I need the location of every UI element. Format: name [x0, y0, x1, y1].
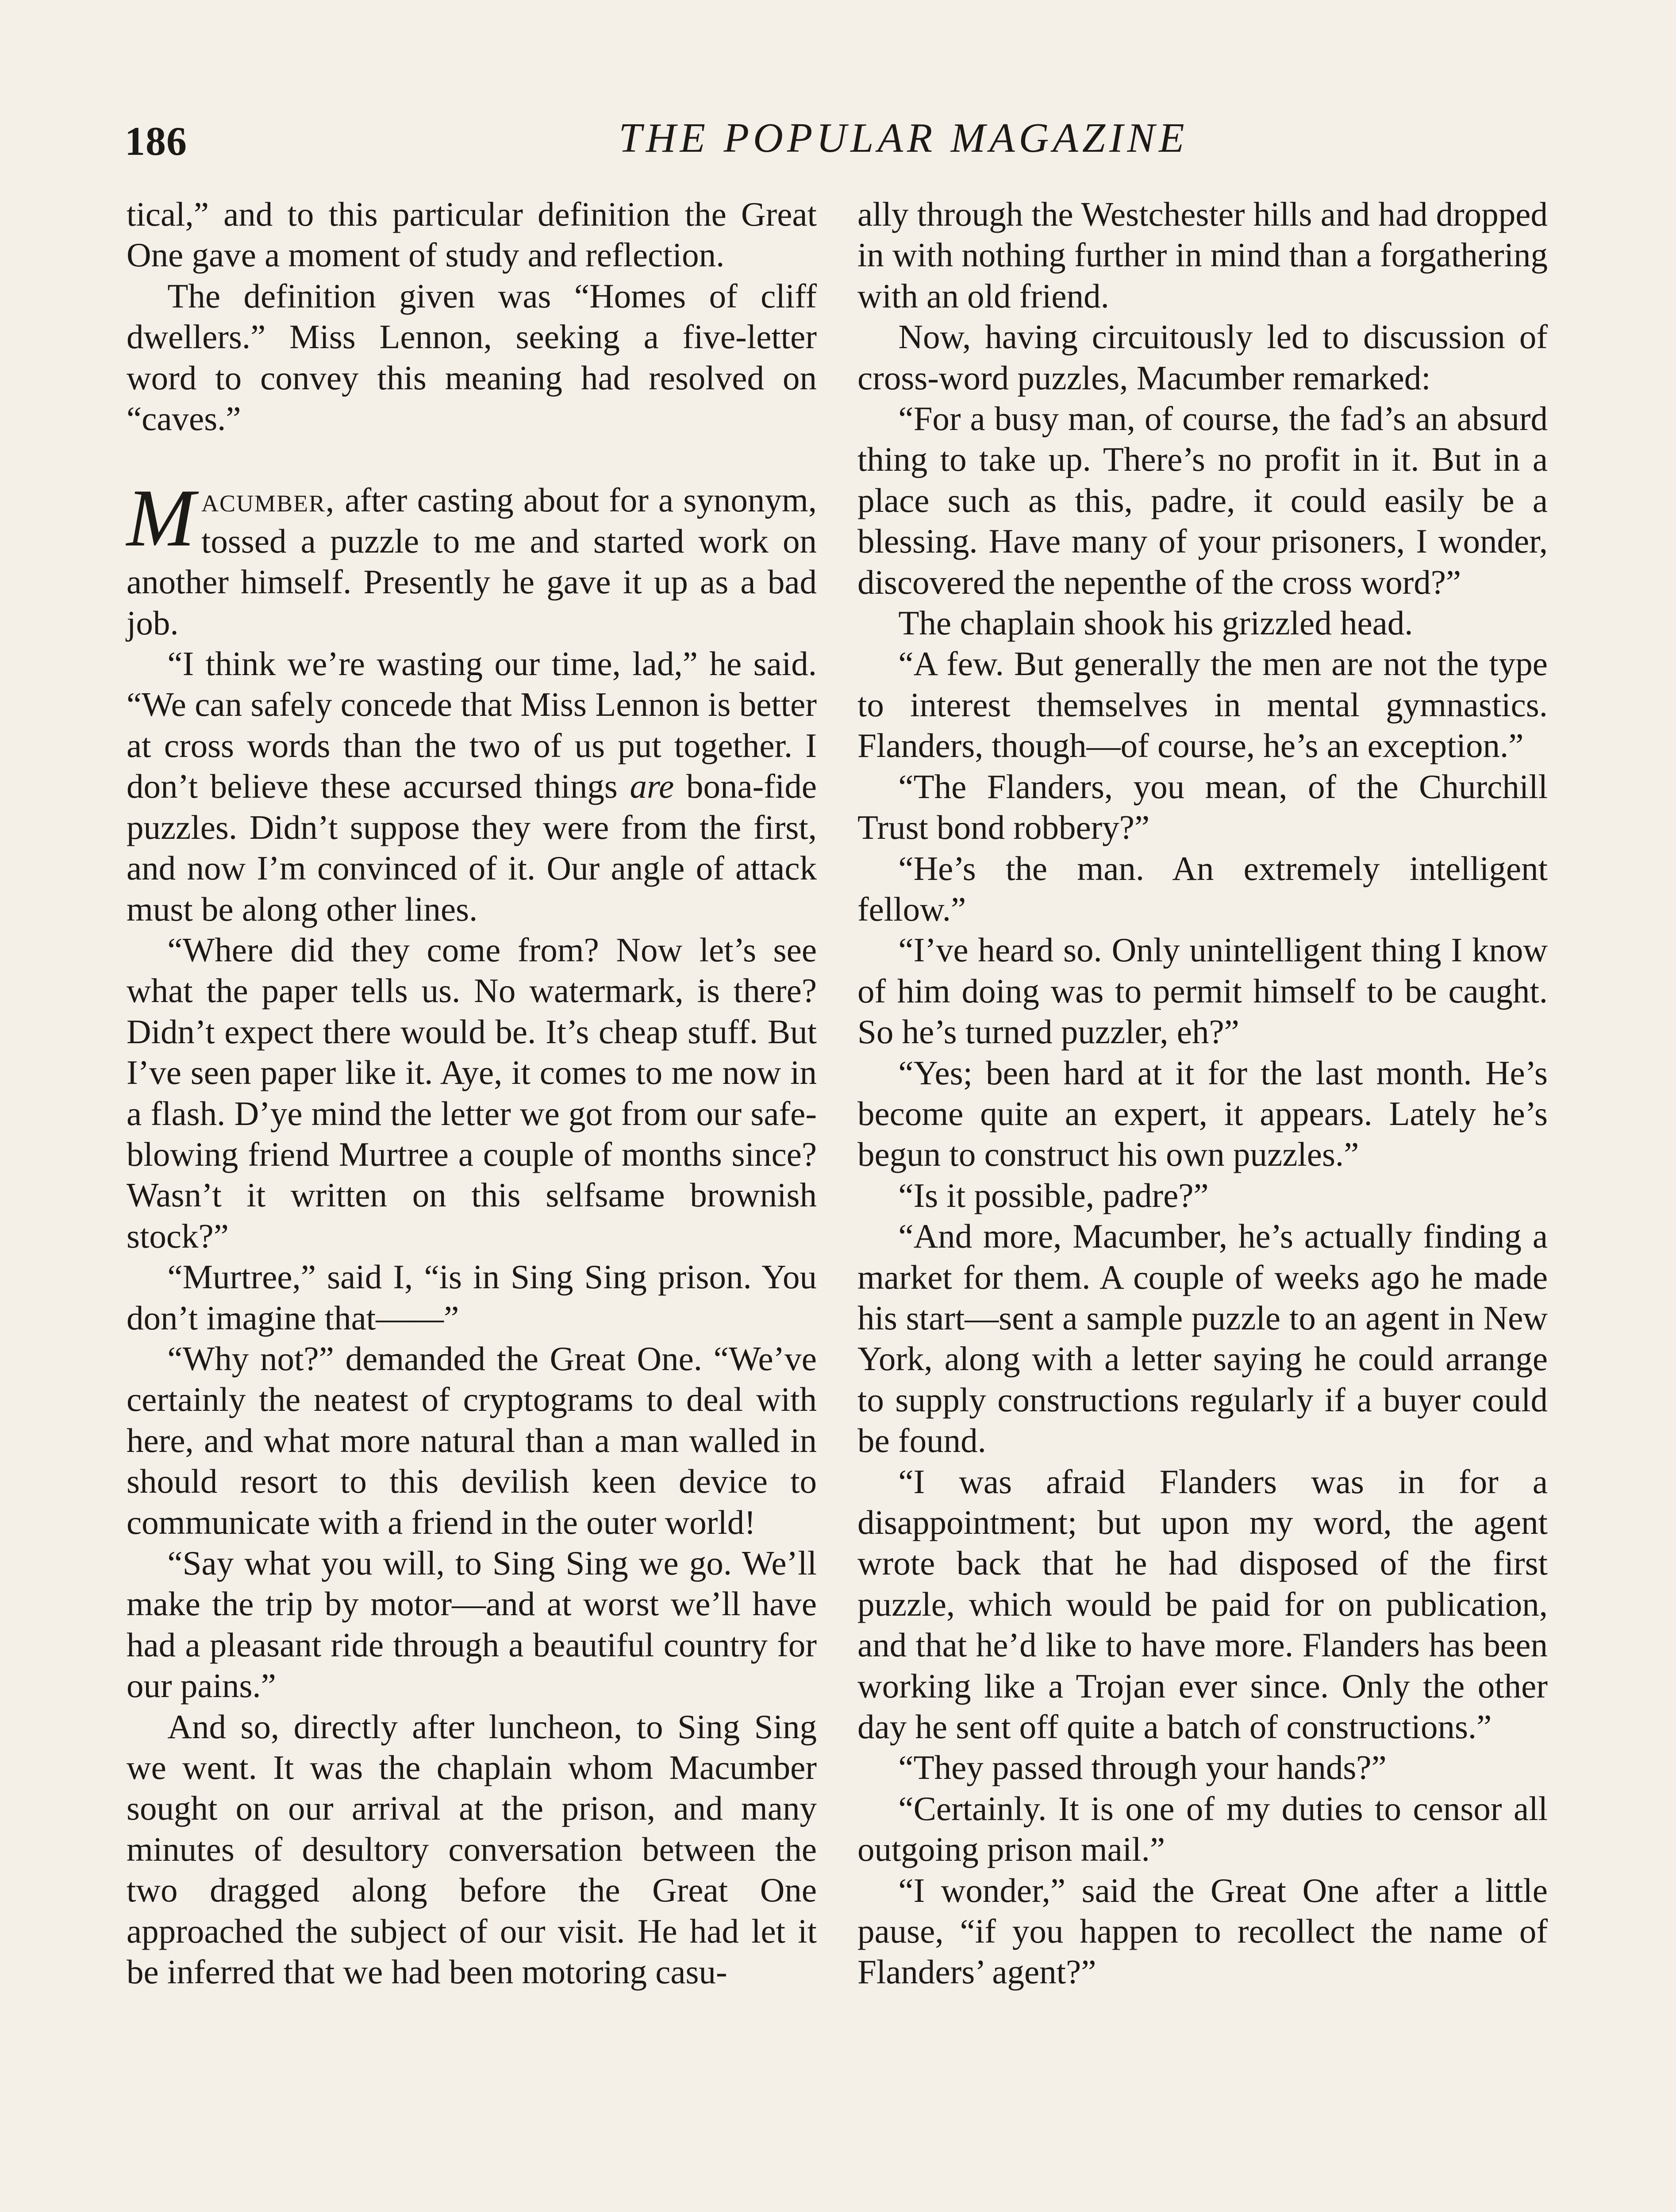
paragraph: tical,” and to this particular definition the Great One gave a moment of study and reflection.: [127, 195, 817, 274]
paragraph: “And more, Macumber, he’s actually finding a market for them. A couple of weeks ago he made his start—sent a sample puzzle to an agent in New York, along with a letter saying he could arrange to supply constructions regularly if a buyer could be found.: [857, 1217, 1548, 1460]
paragraph: “I’ve heard so. Only unintelligent thing I know of him doing was to permit himself to be caught. So he’s turned puzzler, eh?”: [857, 931, 1548, 1051]
paragraph: “Yes; been hard at it for the last month. He’s become quite an expert, it appears. Lately he’s begun to construct his own puzzles.”: [857, 1053, 1548, 1174]
small-caps-lead: acumber,: [201, 481, 335, 519]
paragraph: “They passed through your hands?”: [898, 1748, 1387, 1787]
paragraph: “Is it possible, padre?”: [898, 1176, 1209, 1214]
page-number: 186: [125, 119, 187, 164]
right-column: [857, 194, 1548, 1993]
paragraph: “A few. But generally the men are not the type to interest themselves in mental gymnastics. Flanders, though—of course, he’s an exception.”: [857, 645, 1548, 765]
drop-cap: M: [127, 472, 195, 564]
paragraph: “Certainly. It is one of my duties to censor all outgoing prison mail.”: [857, 1789, 1548, 1869]
emphasis: are: [630, 767, 674, 806]
paragraph: ally through the Westchester hills and had dropped in with nothing further in mind than a forgathering with an old friend.: [857, 195, 1548, 315]
paragraph: The definition given was “Homes of cliff dwellers.” Miss Lennon, seeking a five-letter word to convey this meaning had resolved on “caves.”: [127, 276, 817, 438]
paragraph-text: after casting about for a synonym, tossed a puzzle to me and started work on another himself. Presently he gave it up as a bad job.: [127, 481, 817, 642]
paragraph: “I wonder,” said the Great One after a little pause, “if you happen to recollect the name of Flanders’ agent?”: [857, 1871, 1548, 1991]
paragraph: “Murtree,” said I, “is in Sing Sing prison. You don’t imagine that——”: [127, 1258, 817, 1337]
paragraph: “The Flanders, you mean, of the Churchill Trust bond robbery?”: [857, 767, 1548, 847]
left-column: [127, 194, 817, 1992]
paragraph: The chaplain shook his grizzled head.: [898, 604, 1413, 642]
page-header: [125, 110, 1549, 167]
paragraph-text: bona-fide puzzles. Didn’t suppose they were from the first, and now I’m convinced of it. Our angle of attack must be along other lines.: [127, 767, 817, 928]
paragraph: “Where did they come from? Now let’s see what the paper tells us. No watermark, is there? Didn’t expect there would be. It’s cheap stuff. But I’ve seen paper like it. Aye, it comes to me now in a flash. D’ye mind the letter we got from our safe-blowing friend Murtree a couple of months since? Wasn’t it written on this selfsame brownish stock?”: [127, 930, 817, 1255]
paragraph: “For a busy man, of course, the fad’s an absurd thing to take up. There’s no profit in it. But in a place such as this, padre, it could easily be a blessing. Have many of your prisoners, I wonder, discovered the nepenthe of the cross word?”: [857, 399, 1548, 601]
paragraph: “Say what you will, to Sing Sing we go. We’ll make the trip by motor—and at worst we’ll have had a pleasant ride through a beautiful country for our pains.”: [127, 1544, 817, 1705]
section-start-paragraph: [127, 472, 817, 643]
paragraph: “He’s the man. An extremely intelligent fellow.”: [857, 849, 1548, 928]
paragraph: [127, 643, 817, 929]
running-title: THE POPULAR MAGAZINE: [619, 115, 1188, 161]
paragraph-text: “I think we’re wasting our time, lad,” he said. “We can safely concede that Miss Lennon is better at cross words than the two of us put together. I don’t believe these accursed things: [127, 645, 817, 806]
paragraph: Now, having circuitously led to discussion of cross-word puzzles, Macumber remarked:: [857, 318, 1548, 397]
paragraph: “Why not?” demanded the Great One. “We’ve certainly the neatest of cryptograms to deal with here, and what more natural than a man walled in should resort to this devilish keen device to communicate with a friend in the outer world!: [127, 1339, 817, 1541]
paragraph: And so, directly after luncheon, to Sing Sing we went. It was the chaplain whom Macumber sought on our arrival at the prison, and many minutes of desultory conversation between the two dragged along before the Great One approached the subject of our visit. He had let it be inferred that we had been motoring casu-: [127, 1707, 817, 1991]
paragraph: “I was afraid Flanders was in for a disappointment; but upon my word, the agent wrote back that he had disposed of the first puzzle, which would be paid for on publication, and that he’d like to have more. Flanders has been working like a Trojan ever since. Only the other day he sent off quite a batch of constructions.”: [857, 1462, 1548, 1746]
